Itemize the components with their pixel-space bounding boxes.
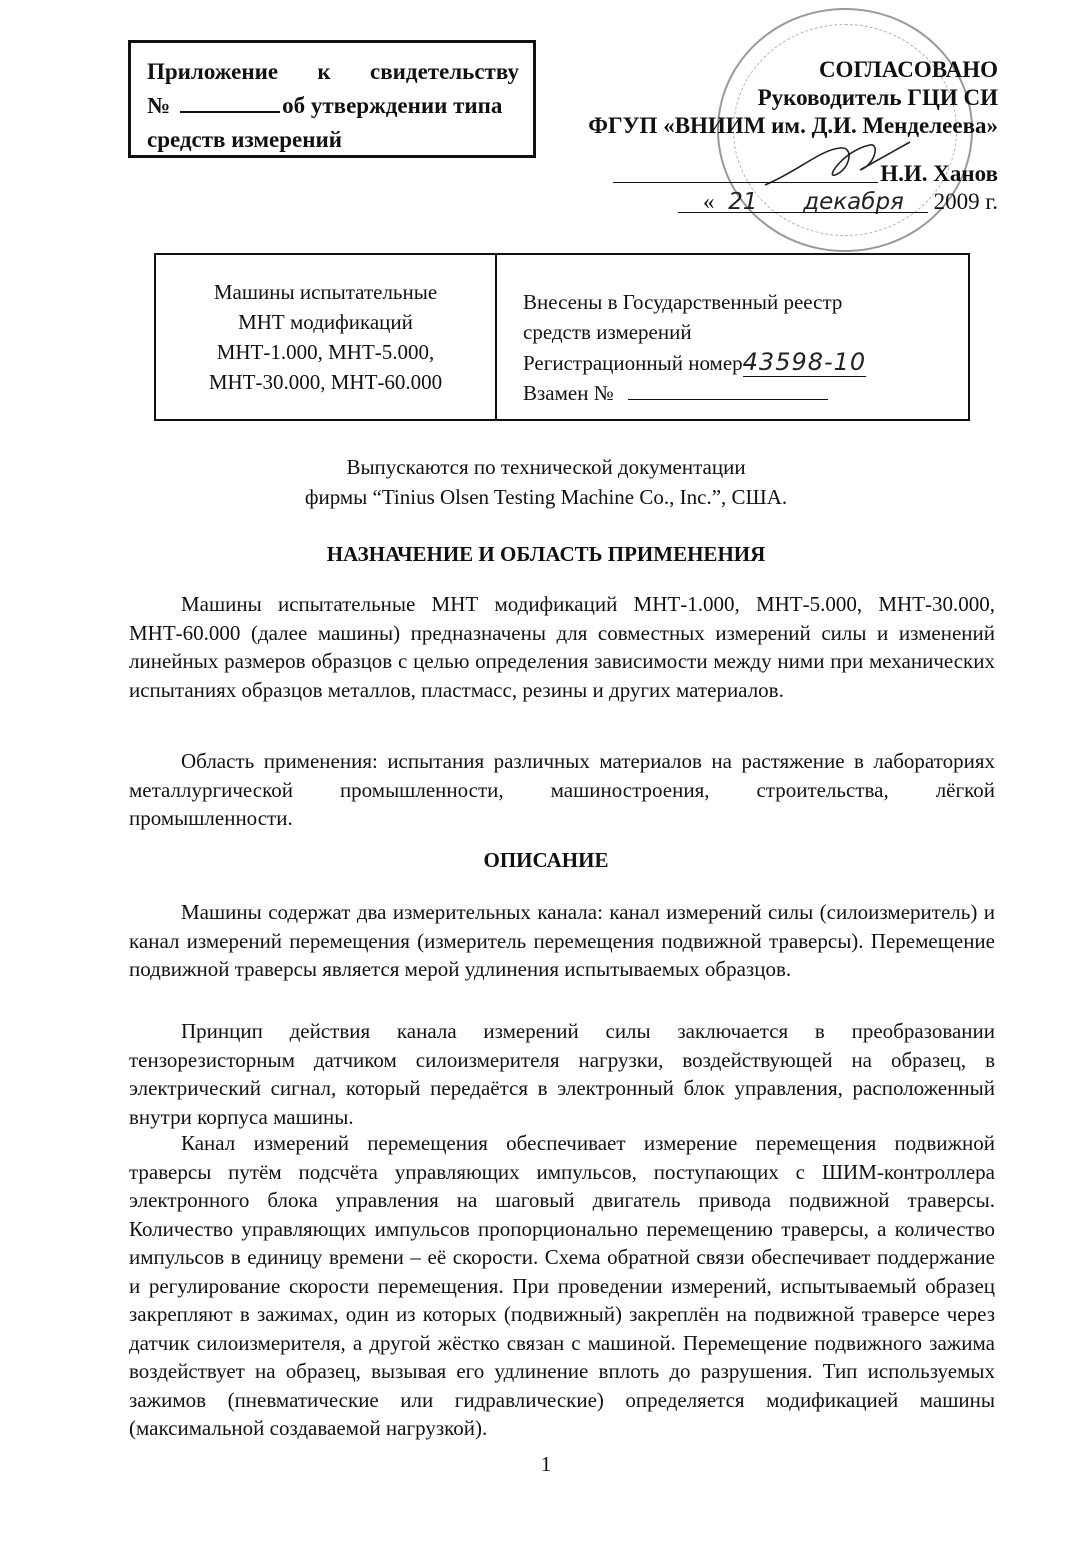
registry-table xyxy=(154,253,970,421)
replaces-line xyxy=(523,378,968,408)
certificate-number-blank xyxy=(180,89,280,113)
signature-line xyxy=(558,160,998,188)
registration-number-label: Регистрационный номер xyxy=(523,351,743,375)
paragraph: Область применения: испытания различных материалов на растяжение в лабораториях металлургической промышленности, машиностроения, строительства, лёгкой промышленности. xyxy=(129,749,995,830)
replaces-label: Взамен № xyxy=(523,381,614,405)
paragraph: Машины содержат два измерительных канала: канал измерений силы (силоизмеритель) и канал измерений перемещения (измеритель перемещения подвижной траверсы). Перемещение подвижной траверсы является мерой удлинения испытываемых образцов. xyxy=(129,900,995,981)
signature-rule xyxy=(613,182,878,183)
instrument-name-cell xyxy=(156,255,497,419)
approval-date xyxy=(558,188,998,216)
instrument-name-line: Машины испытательные xyxy=(213,280,438,304)
instrument-name-line: МНТ модификаций xyxy=(238,310,413,334)
cert-line2-text: об утверждении типа xyxy=(282,93,503,118)
cert-box-line3: средств измерений xyxy=(147,127,343,152)
approver-position: Руководитель ГЦИ СИ xyxy=(757,85,998,110)
cert-word: свидетельству xyxy=(370,59,519,84)
section-heading-purpose: НАЗНАЧЕНИЕ И ОБЛАСТЬ ПРИМЕНЕНИЯ xyxy=(326,542,766,566)
approval-title: СОГЛАСОВАНО xyxy=(818,57,998,82)
date-rule xyxy=(678,212,928,213)
instrument-name-line: МНТ-30.000, МНТ-60.000 xyxy=(208,370,443,394)
date-year: 2009 г. xyxy=(933,189,998,214)
manufacturer-info xyxy=(0,452,1092,512)
registration-number-value: 43598-10 xyxy=(742,348,867,376)
cert-box-line2 xyxy=(147,89,519,123)
page-number: 1 xyxy=(540,1452,552,1476)
paragraph: Машины испытательные МНТ модификаций МНТ-1.000, МНТ-5.000, МНТ-30.000, МНТ-60.000 (далее машины) предназначены для совместных измерений силы и изменений линейных размеров образцов с целью определения зависимости между ними при механических испытаниях образцов металлов, пластмасс, резины и других материалов. xyxy=(129,592,995,702)
replaces-blank xyxy=(628,379,828,400)
date-quote: « xyxy=(702,189,715,214)
registry-info-cell xyxy=(497,255,968,419)
manufacturer-line: фирмы “Tinius Olsen Testing Machine Co., Inc.”, США. xyxy=(304,485,788,509)
certificate-appendix-box xyxy=(128,40,536,158)
registry-line: Внесены в Государственный реестр xyxy=(523,290,843,314)
cert-box-line1 xyxy=(147,55,519,89)
signatory-name: Н.И. Ханов xyxy=(880,161,998,186)
cert-word: к xyxy=(317,59,331,84)
instrument-name-line: МНТ-1.000, МНТ-5.000, xyxy=(216,340,435,364)
paragraph: Канал измерений перемещения обеспечивает измерение перемещения подвижной траверсы путём подсчёта управляющих импульсов, поступающих с ШИМ-контроллера электронного блока управления на шаговый двигатель привода подвижной траверсы. Количество управляющих импульсов пропорционально перемещению траверсы, а количество импульсов в единицу времени – её скорости. Схема обратной связи обеспечивает поддержание и регулирование скорости перемещения. При проведении измерений, испытываемый образец закрепляют в зажимах, один из которых (подвижный) закреплён на подвижной траверсе через датчик силоизмерителя, а другой жёстко связан с машиной. Перемещение подвижного зажима воздействует на образец, вызывая его удлинение вплоть до разрушения. Тип используемых зажимов (пневматические или гидравлические) определяется модификацией машины (максимальной создаваемой нагрузкой). xyxy=(129,1131,995,1440)
approver-organization: ФГУП «ВНИИМ им. Д.И. Менделеева» xyxy=(588,113,998,138)
section-heading-description: ОПИСАНИЕ xyxy=(483,848,609,872)
handwritten-month: декабря xyxy=(803,189,904,215)
number-sign: № xyxy=(147,93,171,118)
approval-block xyxy=(558,56,998,216)
cert-word: Приложение xyxy=(147,59,279,84)
registration-number-line xyxy=(523,347,968,378)
manufacturer-line: Выпускаются по технической документации xyxy=(346,455,746,479)
registry-line: средств измерений xyxy=(523,320,692,344)
handwritten-day: 21 xyxy=(728,189,758,215)
paragraph: Принцип действия канала измерений силы заключается в преобразовании тензорезисторным датчиком силоизмерителя нагрузки, воздействующей на образец, в электрический сигнал, который передаётся в электронный блок управления, расположенный внутри корпуса машины. xyxy=(129,1019,995,1129)
